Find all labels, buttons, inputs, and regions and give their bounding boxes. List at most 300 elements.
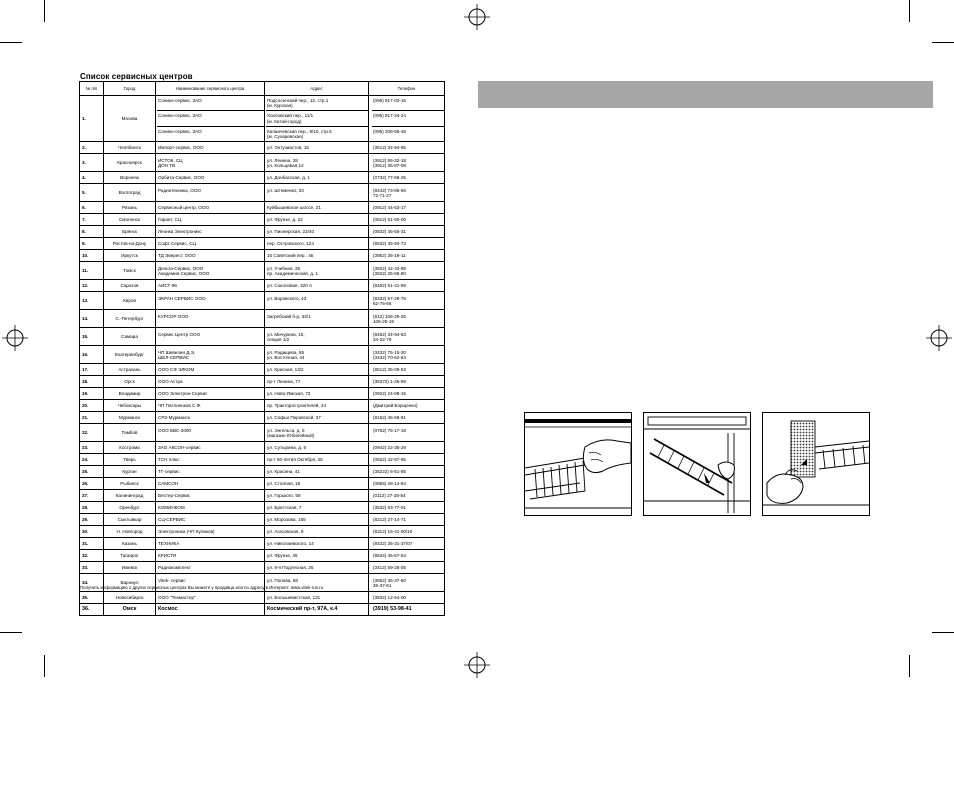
service-name-line: ООО "Техмастер" <box>158 595 196 601</box>
service-name-line: ТГ-сервис <box>158 469 180 475</box>
table-row <box>80 262 445 280</box>
service-name <box>158 314 263 324</box>
address-line: ул. Мичурина, 15, <box>267 331 305 337</box>
address-cell <box>265 412 369 424</box>
address-cell <box>265 442 369 454</box>
phone-line: (095) 208-55-48 <box>373 128 406 134</box>
table-row <box>80 592 445 604</box>
address-line: ул. Большевистская, 131 <box>267 595 321 601</box>
service-name-line: Софт Сервис, СЦ <box>158 241 196 247</box>
phone-cell <box>369 502 445 514</box>
service-name <box>158 595 263 600</box>
service-name-cell <box>156 292 265 310</box>
service-name-cell <box>156 364 265 376</box>
service-name-cell <box>156 562 265 574</box>
service-name-cell <box>156 142 265 154</box>
table-row <box>80 292 445 310</box>
row-number: 35. <box>80 592 104 604</box>
row-number: 22. <box>80 424 104 442</box>
illustration-filter-grid <box>762 412 870 516</box>
address <box>267 355 367 360</box>
city-cell: Мурманск <box>104 412 156 424</box>
phone-cell <box>369 592 445 604</box>
crop-mark <box>909 655 910 677</box>
row-number: 4. <box>80 172 104 184</box>
row-number: 9. <box>80 238 104 250</box>
service-name-line: ТЕХНИКА <box>158 541 180 547</box>
phone-line: (812) 106-25-25 <box>373 313 406 319</box>
address-line: Куйбышевское шоссе, 21 <box>267 205 321 211</box>
table-row <box>80 562 445 574</box>
phone-cell <box>369 328 445 346</box>
table-row <box>80 400 445 412</box>
city-cell: Барнаул <box>104 574 156 592</box>
service-name-line: САМСОН <box>158 481 179 487</box>
phone-cell <box>369 604 445 616</box>
phone-line: 35-37-61 <box>373 582 392 588</box>
service-name <box>158 415 263 420</box>
table-row <box>80 388 445 400</box>
service-name-line: Сонико-сервис, ЗАО <box>158 113 202 119</box>
phone <box>373 188 443 198</box>
address-line: ул. Учебная, 25 <box>267 265 301 271</box>
phone-cell <box>369 454 445 466</box>
phone-line: 72-71-27 <box>373 192 392 198</box>
registration-mark-icon <box>464 652 490 678</box>
address <box>266 126 368 141</box>
service-name-cell <box>156 400 265 412</box>
table-row <box>80 364 445 376</box>
row-number: 28. <box>80 502 104 514</box>
column-header: Город <box>104 82 156 96</box>
city-cell: Ростов-на-Дону <box>104 238 156 250</box>
address <box>267 517 367 522</box>
phone <box>373 296 443 306</box>
table-row <box>80 172 445 184</box>
city-cell: Волгоград <box>104 184 156 202</box>
service-name-cell <box>156 454 265 466</box>
phone <box>373 595 443 600</box>
row-number: 10. <box>80 250 104 262</box>
city-cell: Москва <box>104 96 156 142</box>
phone <box>373 607 443 612</box>
service-name <box>158 565 263 570</box>
row-number: 29. <box>80 514 104 526</box>
address-cell <box>265 604 369 616</box>
phone-line: (8452) 51-41-99 <box>373 283 406 289</box>
address-line: ул. Красная, 13/2 <box>267 367 304 373</box>
service-name <box>158 253 263 258</box>
service-name-cell <box>156 184 265 202</box>
address-line: ул. Николаевского, 14 <box>267 541 314 547</box>
address-line: (м. Сухаревская) <box>267 134 304 140</box>
service-name-cell <box>156 388 265 400</box>
service-name <box>158 175 263 180</box>
service-name-cell <box>156 592 265 604</box>
address-cell <box>265 400 369 412</box>
service-name-line: СРЗ-Мурманск <box>158 415 190 421</box>
service-name <box>158 391 263 396</box>
phone-cell <box>369 184 445 202</box>
phone-line: (3512) 34-94-95 <box>373 145 406 151</box>
phone <box>373 457 443 462</box>
address-cell <box>265 346 369 364</box>
page-title: Список сервисных центров <box>80 72 193 81</box>
service-name <box>158 355 263 360</box>
service-name-line: Vitek- сервис <box>158 577 186 583</box>
address-cell <box>265 538 369 550</box>
address-line: ул. Агасовская, 9 <box>267 529 304 535</box>
phone-cell <box>369 526 445 538</box>
phone-line: (3822) 42-42-88 <box>373 265 406 271</box>
phone-cell <box>369 562 445 574</box>
service-name-cell <box>156 328 265 346</box>
phone <box>373 175 443 180</box>
address-cell <box>265 292 369 310</box>
phone-cell <box>369 238 445 250</box>
service-name <box>158 403 263 408</box>
registration-mark-icon <box>926 325 952 351</box>
footer-note: Получить информацию о других сервисных центрах Вы можете у продавца или по адресу в Интернет: www.vitek-rus.ru <box>80 585 324 590</box>
row-number: 6. <box>80 202 104 214</box>
phone <box>373 271 443 276</box>
phone-cell <box>369 226 445 238</box>
city-cell: Тверь <box>104 454 156 466</box>
service-name <box>158 145 263 150</box>
address-cell <box>265 214 369 226</box>
phone-line: (0752) 75-17-18 <box>373 427 406 433</box>
address-line: ул. Фрунзе, д. 22 <box>267 217 303 223</box>
phone-line: 106-25-19 <box>373 318 394 324</box>
address <box>267 428 367 438</box>
address <box>266 110 368 125</box>
service-name-line: Радиокомплект <box>158 565 191 571</box>
phone-line: (8442) 73-85-56 <box>373 187 406 193</box>
phone-cell <box>369 250 445 262</box>
address-line: Космический пр-т, 97А, к.4 <box>267 606 338 613</box>
phone <box>373 229 443 234</box>
city-cell: Брянск <box>104 226 156 238</box>
address-cell <box>265 490 369 502</box>
table-row <box>80 250 445 262</box>
address <box>267 188 367 198</box>
address-line: ул. Штеменко, 33 <box>267 187 304 193</box>
row-number: 19. <box>80 388 104 400</box>
address-cell <box>265 328 369 346</box>
service-name <box>158 553 263 558</box>
row-number: 15. <box>80 328 104 346</box>
phone-line: (3919) 53-98-41 <box>373 606 412 613</box>
service-name <box>158 205 263 210</box>
service-name-line: Импорт-сервис, ООО <box>158 145 204 151</box>
phone-line: 62-76-66 <box>373 300 392 306</box>
address <box>267 607 367 612</box>
row-number: 30. <box>80 526 104 538</box>
phone <box>373 283 443 288</box>
table-row <box>80 502 445 514</box>
city-cell: Самара <box>104 328 156 346</box>
service-name <box>158 607 263 612</box>
table-row <box>80 478 445 490</box>
address-line: ул. Кольцевая,12 <box>267 162 304 168</box>
phone-cell <box>369 346 445 364</box>
address-line: ул. Горького, 58 <box>267 493 301 499</box>
address <box>267 541 367 546</box>
service-name-cell <box>156 466 265 478</box>
phone <box>373 481 443 486</box>
address-cell <box>265 250 369 262</box>
service-name-line: ООО Электрон-Сервис <box>158 391 208 397</box>
city-cell: Кострома <box>104 442 156 454</box>
address-cell <box>265 502 369 514</box>
column-header: Телефон <box>369 82 445 96</box>
row-number: 16. <box>80 346 104 364</box>
city-cell: Н. Новгород <box>104 526 156 538</box>
service-name-cell <box>156 202 265 214</box>
address-cell <box>265 514 369 526</box>
service-name <box>158 493 263 498</box>
phone-cell <box>369 292 445 310</box>
phone <box>373 565 443 570</box>
address <box>267 529 367 534</box>
phone <box>373 529 443 534</box>
service-name <box>157 96 264 110</box>
address <box>267 314 367 324</box>
address-cell <box>265 202 369 214</box>
city-cell: Новосибирск <box>104 592 156 604</box>
address <box>266 96 368 110</box>
address <box>267 403 367 408</box>
row-number: 21. <box>80 412 104 424</box>
service-name-line: Академия Сервис, ООО <box>158 270 210 276</box>
phone-cell <box>369 154 445 172</box>
table-header-row <box>80 82 445 96</box>
service-name-line: АИСТ-96 <box>158 283 177 289</box>
row-number: 1. <box>80 96 104 142</box>
service-name-line: КОМИНКОМ <box>158 505 185 511</box>
phone <box>373 217 443 222</box>
registration-mark-icon <box>2 325 28 351</box>
service-name <box>158 188 263 198</box>
address-line: (м. Китай-город) <box>267 118 302 124</box>
address-line: ул. Энтузиастов, 15 <box>267 145 309 151</box>
city-cell: Курган <box>104 466 156 478</box>
illustration-tray-tilt <box>643 412 751 516</box>
address-line: Загребский б-р, 33/1 <box>267 313 311 319</box>
phone <box>373 367 443 372</box>
address <box>267 565 367 570</box>
address-line: пр. Академический, д. 1 <box>267 270 319 276</box>
section-header-bar <box>478 81 933 108</box>
table-row <box>80 142 445 154</box>
crop-mark <box>44 655 45 677</box>
address <box>267 332 367 342</box>
address <box>267 253 367 258</box>
phone-cell <box>369 142 445 154</box>
address <box>267 296 367 306</box>
service-name <box>158 481 263 486</box>
service-name <box>158 163 263 168</box>
service-name <box>158 541 263 546</box>
address-cell <box>265 142 369 154</box>
address <box>267 271 367 276</box>
address <box>267 493 367 498</box>
phone-cell <box>369 574 445 592</box>
address <box>267 445 367 450</box>
service-name-line: ТСН плюс <box>158 457 180 463</box>
phone-cell <box>369 400 445 412</box>
address-line: ул. Энгельса, д. 5 <box>267 427 305 433</box>
phone-cell <box>369 538 445 550</box>
row-number: 26. <box>80 478 104 490</box>
address <box>267 481 367 486</box>
service-name-cell <box>156 310 265 328</box>
service-name-cell <box>156 412 265 424</box>
address-line: ул. 9-я Подлесная, 25 <box>267 565 314 571</box>
city-cell: Екатеринбург <box>104 346 156 364</box>
phone-cell <box>369 412 445 424</box>
service-name-line: ООО Астра <box>158 379 183 385</box>
phone-cell <box>369 490 445 502</box>
city-cell: Омск <box>104 604 156 616</box>
phone-line: (0112) 27-28-54 <box>373 493 406 499</box>
address <box>267 283 367 288</box>
address-cell <box>265 262 369 280</box>
address <box>267 457 367 462</box>
address-line: ул. Радищева, 55 <box>267 349 305 355</box>
table-row <box>80 214 445 226</box>
address <box>267 205 367 210</box>
service-name-cell <box>156 550 265 562</box>
phone-cell <box>369 310 445 328</box>
phone <box>373 163 443 168</box>
service-name-line: Сервис Центр ООО <box>158 331 201 337</box>
phone <box>373 241 443 246</box>
city-cell: Оренбург <box>104 502 156 514</box>
table-body <box>80 96 445 616</box>
crop-mark <box>0 632 22 633</box>
table-row <box>80 184 445 202</box>
city-cell: Тамбов <box>104 424 156 442</box>
phone-cell <box>369 280 445 292</box>
row-number: 8. <box>80 226 104 238</box>
phone <box>373 553 443 558</box>
city-cell: С.-Петербург <box>104 310 156 328</box>
phone-line: (8312) 16-41-00/10 <box>373 529 413 535</box>
address <box>267 415 367 420</box>
service-name <box>158 529 263 534</box>
row-number: 3. <box>80 154 104 172</box>
phone-line: (095) 917-34-24 <box>373 113 406 119</box>
address-line: ул. Красина, 41 <box>267 469 300 475</box>
address <box>267 379 367 384</box>
city-cell: Томск <box>104 262 156 280</box>
phone-line: (0912) 44-63-17 <box>373 205 406 211</box>
phone-line: (3912) 65-32-18 <box>373 157 406 163</box>
service-name-line: КУРСОР ООО <box>158 313 189 319</box>
table-row <box>80 604 445 616</box>
city-cell: Челябинск <box>104 142 156 154</box>
phone <box>373 332 443 342</box>
service-name-line: ЧП Шевелин Д.Э. <box>158 349 196 355</box>
service-name-cell <box>156 226 265 238</box>
service-name-line: Сонико-сервис, ЗАО <box>158 98 202 104</box>
phone-line: (3852) 35-37-60 <box>373 577 406 583</box>
service-name <box>158 283 263 288</box>
city-cell: Рязань <box>104 202 156 214</box>
address-line: ул. Ново-Ямская, 73 <box>267 391 311 397</box>
phone-cell <box>369 376 445 388</box>
city-cell: Чебоксары <box>104 400 156 412</box>
phone <box>373 428 443 438</box>
phone-cell <box>369 388 445 400</box>
phone-line: (35372) 1-45-99 <box>373 379 406 385</box>
column-header: № п/п <box>80 82 104 96</box>
phone-line: (0822) 42-87-95 <box>373 457 406 463</box>
address-cell <box>265 184 369 202</box>
phone-cell <box>369 96 445 142</box>
service-name-cell <box>156 526 265 538</box>
phone <box>373 314 443 324</box>
table-row <box>80 328 445 346</box>
city-cell: Сыктывкар <box>104 514 156 526</box>
row-number: 31. <box>80 538 104 550</box>
phone-line: (095) 917-03-15 <box>373 98 406 104</box>
row-number: 13. <box>80 292 104 310</box>
service-name-cell <box>156 172 265 184</box>
phone-line: (8634) 45-67-54 <box>373 553 406 559</box>
phone-cell <box>369 214 445 226</box>
address <box>267 367 367 372</box>
address-line: 15 Советский пер., 4в <box>267 253 314 259</box>
table-row <box>80 526 445 538</box>
registration-mark-icon <box>464 4 490 30</box>
phone-line: (3822) 25-65-80 <box>373 270 406 276</box>
phone-line: (3952) 35-19-11 <box>373 253 406 259</box>
address-line: ул. Софьи Перовской, 37 <box>267 415 321 421</box>
phone-line: (8332) 57-28-75 <box>373 295 406 301</box>
address <box>267 175 367 180</box>
phone <box>373 578 443 588</box>
address-cell <box>265 454 369 466</box>
city-cell: Рыбинск <box>104 478 156 490</box>
row-number: 12. <box>80 280 104 292</box>
address-line: пр. Тракторостроителей, 24 <box>267 403 327 409</box>
address <box>267 469 367 474</box>
address-line: ул. Восточная, 44 <box>267 354 305 360</box>
address-line: ул. Воровского, 43 <box>267 295 307 301</box>
phone-line: (0855) 28-14-84 <box>373 481 406 487</box>
address-line: ул. Сутырина, д. 5 <box>267 445 307 451</box>
phone <box>372 96 444 110</box>
table-row <box>80 310 445 328</box>
address-cell <box>265 466 369 478</box>
table-row <box>80 412 445 424</box>
phone-line: (8462) 34-94-63 <box>373 331 406 337</box>
phone-line: (8212) 27-14-71 <box>373 517 406 523</box>
service-name-line: СЦ-СЕРВИС <box>158 517 186 523</box>
address <box>267 163 367 168</box>
table-row <box>80 226 445 238</box>
city-cell: Астрахань <box>104 364 156 376</box>
service-name-cell <box>156 478 265 490</box>
address-line: (магазин Юбилейный) <box>267 432 315 438</box>
service-name-line: Орбита-Сервис, ООО <box>158 175 205 181</box>
address-cell <box>265 592 369 604</box>
service-name-cell <box>156 96 265 142</box>
service-name <box>158 517 263 522</box>
service-name <box>158 428 263 438</box>
